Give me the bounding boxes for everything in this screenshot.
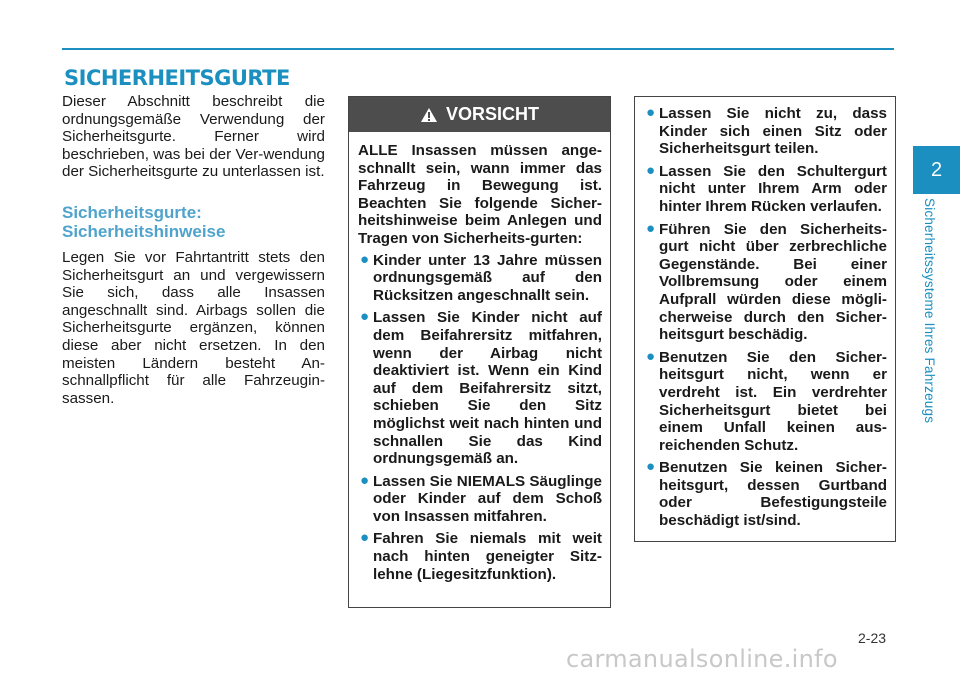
bullet-icon: ● (360, 308, 370, 326)
left-column (62, 93, 325, 407)
caution-intro: ALLE Insassen müssen ange-schnallt sein, wann immer das Fahrzeug in Bewegung ist. Beachten Sie folgende Sicher-heitshinweise beim Anlegen und Tragen von Sicherheits-gurten: (358, 142, 602, 247)
bullet-icon: ● (360, 250, 370, 268)
watermark: carmanualsonline.info (566, 645, 838, 673)
list-item: ● Führen Sie den Sicherheits-gurt nicht über zerbrechliche Gegenstände. Bei einer Vollbremsung oder einem Aufprall würden diese mögli-cherweise durch den Sicher-heitsgurt beschädig. (646, 219, 887, 344)
list-item: ● Benutzen Sie den Sicher-heitsgurt nicht, wenn er verdreht ist. Ein verdrehter Sicherheitsgurt bietet bei einem Unfall keinen aus-reichenden Schutz. (646, 347, 887, 454)
top-rule (62, 48, 894, 50)
subheading-line-1: Sicherheitsgurte: (62, 202, 202, 222)
caution-box (348, 96, 611, 608)
caution-list (358, 252, 602, 584)
caution-header (349, 97, 610, 132)
list-item: ● Lassen Sie Kinder nicht auf dem Beifahrersitz mitfahren, wenn der Airbag nicht deaktiviert ist. Wenn ein Kind auf dem Beifahrersitz sitzt, schieben Sie den Sitz möglichst weit nach hinten und schnallen Sie das Kind ordnungsgemäß an. (360, 308, 602, 468)
bullet-icon: ● (646, 104, 656, 121)
list-item: ● Lassen Sie den Schultergurt nicht unter Ihrem Arm oder hinter Ihrem Rücken verlaufen. (646, 161, 887, 215)
bullet-icon: ● (360, 471, 370, 489)
bullet-icon: ● (360, 529, 370, 547)
caution-continued-list (644, 105, 887, 530)
subheading (62, 203, 325, 241)
warning-triangle-icon (420, 107, 438, 123)
caution-title: VORSICHT (445, 104, 539, 124)
list-item: ● Fahren Sie niemals mit weit nach hinten geneigter Sitz-lehne (Liegesitzfunktion). (360, 529, 602, 583)
chapter-tab: 2 (913, 146, 960, 194)
caution-continued-body (635, 97, 895, 530)
subheading-line-2: Sicherheitshinweise (62, 221, 226, 241)
caution-continued-box (634, 96, 896, 542)
intro-paragraph: Dieser Abschnitt beschreibt die ordnungsgemäße Verwendung der Sicherheitsgurte. Ferner wird beschrieben, was bei der Ver-wendung der Sicherheitsgurte zu unterlassen ist. (62, 93, 325, 181)
list-item: ● Kinder unter 13 Jahre müssen ordnungsgemäß auf den Rücksitzen angeschnallt sein. (360, 250, 602, 304)
list-item: ● Benutzen Sie keinen Sicher-heitsgurt, dessen Gurtband oder Befestigungsteile beschädigt ist/sind. (646, 458, 887, 530)
chapter-title: Sicherheitssysteme Ihres Fahrzeugs (922, 198, 937, 424)
page-number: 2-23 (858, 630, 887, 646)
list-item: ● Lassen Sie nicht zu, dass Kinder sich einen Sitz oder Sicherheitsgurt teilen. (646, 104, 887, 158)
bullet-icon: ● (646, 219, 656, 237)
list-item: ● Lassen Sie NIEMALS Säuglinge oder Kinder auf dem Schoß von Insassen mitfahren. (360, 471, 602, 525)
bullet-icon: ● (646, 458, 656, 476)
section-title: SICHERHEITSGURTE (64, 66, 290, 90)
bullet-icon: ● (646, 347, 656, 365)
bullet-icon: ● (646, 161, 656, 179)
caution-body (349, 132, 610, 583)
body-paragraph: Legen Sie vor Fahrtantritt stets den Sicherheitsgurt an und vergewissern Sie sich, dass alle Insassen angeschnallt sind. Airbags sollen die Sicherheitsgurte ergänzen, können diese aber nicht ersetzen. In den meisten Ländern besteht An-schnallpflicht für alle Fahrzeugin-sassen. (62, 248, 325, 407)
